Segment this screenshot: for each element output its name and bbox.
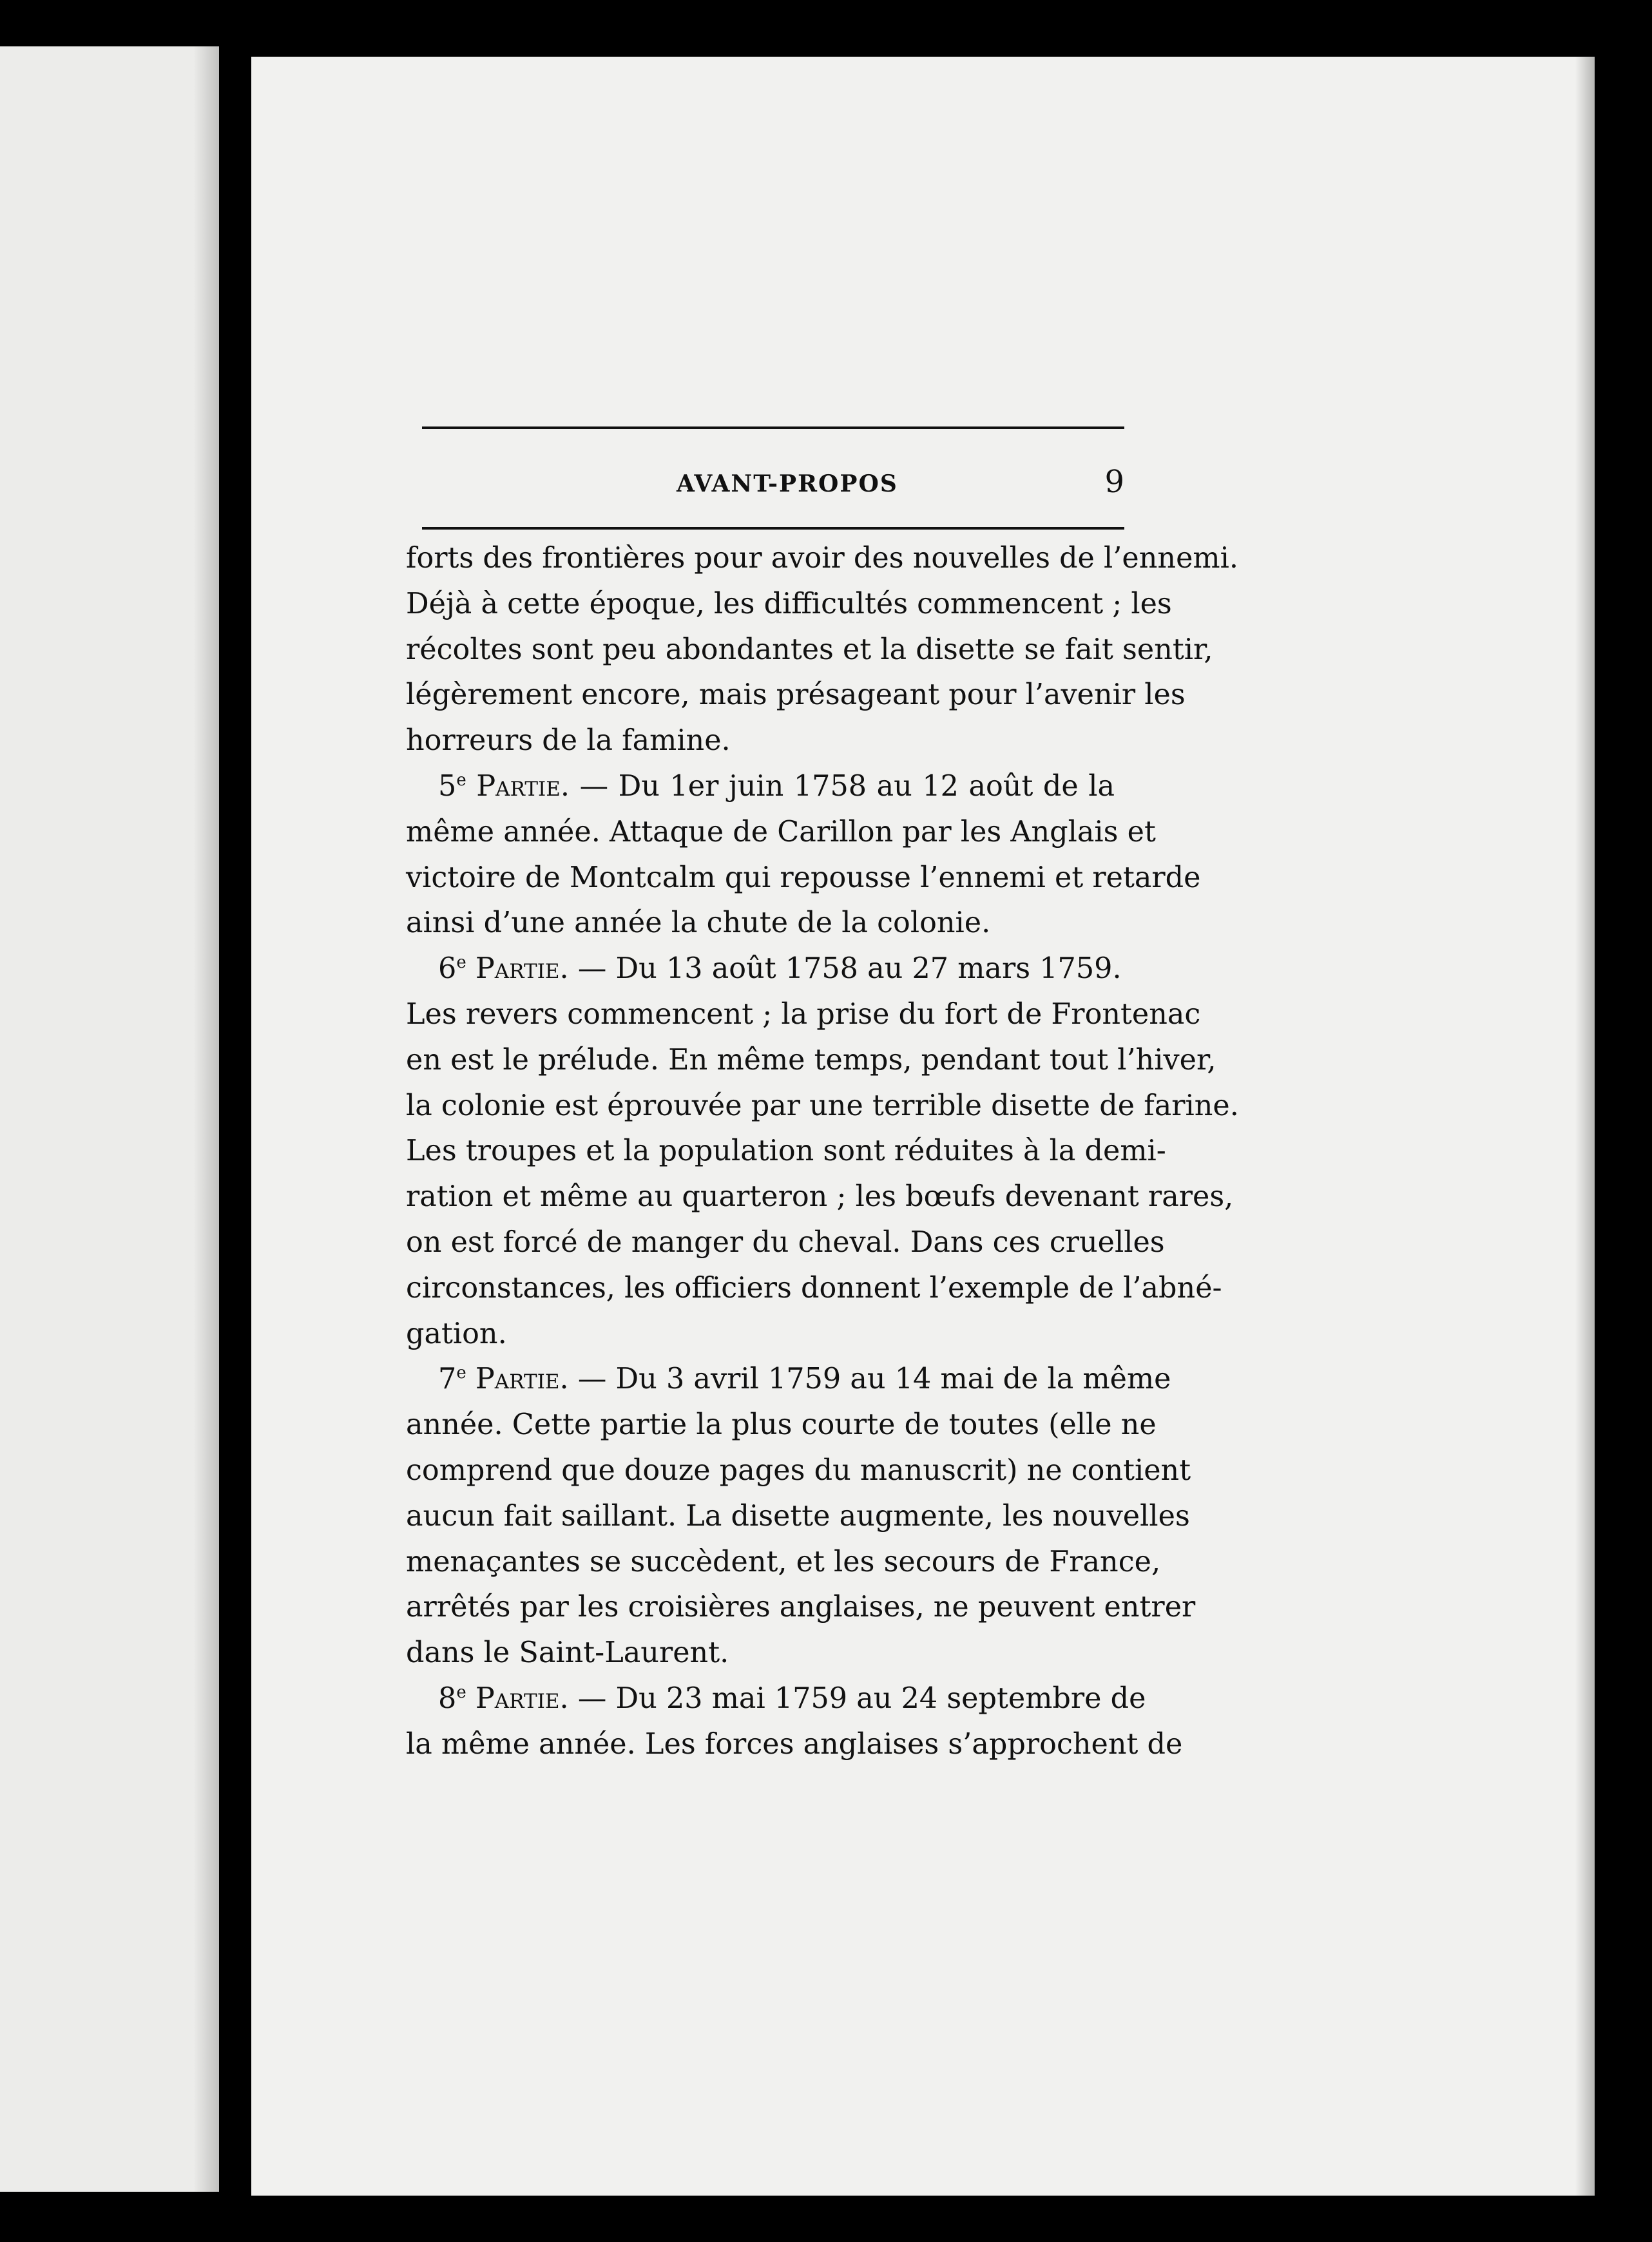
partie-label: Partie. — [475, 1682, 569, 1715]
partie-heading-line — [406, 1676, 1146, 1722]
text-line: Déjà à cette époque, les difficultés commencent ; les — [406, 587, 1172, 620]
paragraph-partie-8 — [406, 1676, 1183, 1768]
text-line: forts des frontières pour avoir des nouvelles de l’ennemi. — [406, 542, 1238, 575]
book-page — [251, 57, 1595, 2196]
text-line: victoire de Montcalm qui repousse l’ennemi et retarde — [406, 861, 1201, 894]
text-line: gation. — [406, 1317, 507, 1350]
left-page-shadow — [193, 46, 219, 2192]
text-line: horreurs de la famine. — [406, 724, 731, 758]
partie-suffix: e — [456, 953, 466, 973]
header-rule-bottom — [422, 527, 1124, 530]
partie-suffix: e — [456, 1683, 466, 1703]
text-line: Les troupes et la population sont réduites à la demi- — [406, 1135, 1166, 1168]
text-line: on est forcé de manger du cheval. Dans ces cruelles — [406, 1225, 1165, 1259]
paragraph-partie-6 — [406, 946, 1239, 1357]
running-title: AVANT-PROPOS — [677, 470, 898, 497]
partie-dates: — Du 13 août 1758 au 27 mars 1759. — [568, 952, 1122, 986]
text-line: dans le Saint-Laurent. — [406, 1636, 729, 1670]
left-page-edge — [0, 46, 219, 2192]
text-line: comprend que douze pages du manuscrit) ne contient — [406, 1453, 1191, 1487]
text-line: circonstances, les officiers donnent l’exemple de l’abné- — [406, 1271, 1222, 1305]
partie-label: Partie. — [475, 1363, 569, 1396]
text-line: légèrement encore, mais présageant pour l’avenir les — [406, 678, 1186, 712]
partie-label: Partie. — [475, 952, 569, 986]
partie-dates: — Du 23 mai 1759 au 24 septembre de — [568, 1682, 1146, 1715]
partie-number: 8 — [438, 1682, 457, 1715]
text-line: aucun fait saillant. La disette augmente, les nouvelles — [406, 1499, 1190, 1533]
partie-dates: — Du 3 avril 1759 au 14 mai de la même — [568, 1363, 1171, 1396]
paragraph-1 — [406, 536, 1238, 764]
text-line: ration et même au quarteron ; les bœufs devenant rares, — [406, 1180, 1234, 1214]
paragraph-partie-7 — [406, 1357, 1196, 1676]
partie-heading-line — [406, 946, 1122, 992]
partie-number: 7 — [438, 1363, 457, 1396]
text-line: même année. Attaque de Carillon par les Anglais et — [406, 815, 1156, 848]
text-line: ainsi d’une année la chute de la colonie. — [406, 906, 991, 940]
header-rule-top — [422, 426, 1124, 429]
running-head — [422, 464, 1124, 515]
partie-suffix: e — [456, 1363, 466, 1383]
partie-heading-line — [406, 764, 1115, 810]
paragraph-partie-5 — [406, 764, 1201, 946]
partie-dates: — Du 1er juin 1758 au 12 août de la — [570, 769, 1115, 803]
text-line: la même année. Les forces anglaises s’approchent de — [406, 1727, 1183, 1761]
text-line: menaçantes se succèdent, et les secours de France, — [406, 1545, 1161, 1578]
body-text — [406, 536, 1239, 1768]
page-number: 9 — [1104, 464, 1124, 500]
partie-suffix: e — [456, 771, 466, 790]
text-line: année. Cette partie la plus courte de toutes (elle ne — [406, 1408, 1157, 1442]
text-line: en est le prélude. En même temps, pendant tout l’hiver, — [406, 1043, 1216, 1077]
partie-number: 5 — [438, 769, 457, 803]
text-line: arrêtés par les croisières anglaises, ne peuvent entrer — [406, 1591, 1196, 1624]
text-line: Les revers commencent ; la prise du fort de Frontenac — [406, 997, 1201, 1031]
partie-heading-line — [406, 1357, 1171, 1403]
partie-number: 6 — [438, 952, 457, 986]
partie-label: Partie. — [476, 769, 570, 803]
text-line: la colonie est éprouvée par une terrible disette de farine. — [406, 1089, 1239, 1122]
text-line: récoltes sont peu abondantes et la disette se fait sentir, — [406, 633, 1213, 666]
page-edge-shadow — [1575, 57, 1595, 2196]
